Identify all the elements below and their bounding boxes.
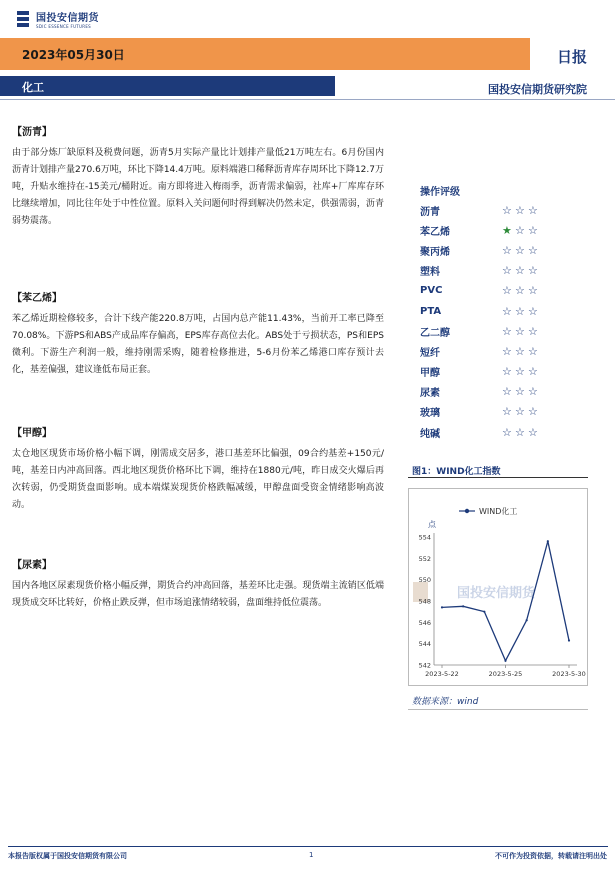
- footer-disclaimer: 不可作为投资依据，转载请注明出处: [495, 852, 607, 860]
- rating-row: [420, 402, 550, 422]
- rating-stars: [502, 427, 541, 438]
- star-icon: ☆: [515, 385, 525, 399]
- star-icon: ★: [502, 223, 512, 237]
- figure-label: 图1：WIND化工指数: [412, 467, 501, 477]
- rating-product-name: 苯乙烯: [420, 226, 450, 238]
- star-icon: ☆: [528, 344, 538, 358]
- section-title: 【沥青】: [12, 127, 52, 138]
- star-icon: ☆: [515, 405, 525, 419]
- report-sector: 化工: [22, 81, 44, 94]
- rating-row: [420, 261, 550, 281]
- rating-product-name: 尿素: [420, 388, 440, 400]
- star-icon: ☆: [502, 203, 512, 217]
- star-icon: ☆: [515, 344, 525, 358]
- star-icon: ☆: [528, 324, 538, 338]
- star-icon: ☆: [502, 425, 512, 439]
- rating-stars: [502, 245, 541, 256]
- rating-row: [420, 200, 550, 220]
- source-divider: [408, 709, 588, 710]
- company-logo: [14, 8, 99, 30]
- star-icon: ☆: [515, 324, 525, 338]
- section-urea: [12, 556, 384, 612]
- star-icon: ☆: [515, 264, 525, 278]
- rating-stars: [502, 326, 541, 337]
- y-tick-label: 552: [418, 554, 431, 563]
- page-number: 1: [309, 851, 314, 859]
- series-line-wind-chemical: [442, 541, 569, 660]
- star-icon: ☆: [515, 304, 525, 318]
- star-icon: ☆: [502, 284, 512, 298]
- rating-product-name: 甲醇: [420, 368, 440, 380]
- rating-title: 操作评级: [420, 187, 460, 198]
- rating-product-name: 乙二醇: [420, 327, 450, 339]
- wind-chemical-index-chart: [409, 489, 587, 685]
- x-tick-label: 2023-5-25: [488, 670, 523, 678]
- star-icon: ☆: [528, 365, 538, 379]
- star-icon: ☆: [528, 304, 538, 318]
- rating-row: [420, 382, 550, 402]
- logo-name-en: SDIC ESSENCE FUTURES: [36, 24, 92, 29]
- star-icon: ☆: [515, 365, 525, 379]
- star-icon: ☆: [502, 243, 512, 257]
- rating-product-name: PVC: [420, 285, 443, 297]
- data-source: 数据来源：wind: [412, 697, 479, 707]
- rating-list: [420, 200, 550, 442]
- y-tick-label: 544: [418, 640, 431, 649]
- star-icon: ☆: [515, 425, 525, 439]
- star-icon: ☆: [502, 264, 512, 278]
- rating-stars: [502, 346, 541, 357]
- y-tick-label: 554: [418, 533, 431, 542]
- section-body: 苯乙烯近期检修较多，合计下线产能220.8万吨，占国内总产能11.43%，当前开工率已降至70.08%。下游PS和ABS产成品库存偏高，EPS库存高位去化。ABS处于亏损状态，PS和EPS微利。下游生产利润一般，维持刚需采购，随着检修推进，5-6月份苯乙烯港口库存预计去化，基差偏强，建议逢低布局正套。: [12, 314, 384, 375]
- rating-row: [420, 362, 550, 382]
- section-title: 【甲醇】: [12, 428, 52, 439]
- section-title: 【苯乙烯】: [12, 293, 62, 304]
- rating-stars: [502, 406, 541, 417]
- legend-marker: [465, 509, 469, 513]
- star-icon: ☆: [528, 425, 538, 439]
- rating-product-name: 塑料: [420, 267, 440, 279]
- data-point: [483, 611, 485, 613]
- data-point: [547, 540, 549, 542]
- rating-product-name: 纯碱: [420, 428, 440, 440]
- section-body: 由于部分炼厂缺原料及税费问题，沥青5月实际产量比计划排产量低21万吨左右。6月份国内沥青计划排产量270.6万吨，环比下降14.4万吨。原料端港口稀释沥青库存周环比下降12.7万吨，升贴水维持在-15美元/桶附近。南方即将进入梅雨季，沥青需求偏弱，社库+厂库库存环比继续增加，同比往年处于中性位置。原料入关问题何时得到解决仍然未定，供强需弱，沥青弱势震荡。: [12, 148, 384, 226]
- rating-product-name: 玻璃: [420, 408, 440, 420]
- star-icon: ☆: [515, 223, 525, 237]
- rating-row: [420, 301, 550, 321]
- rating-row: [420, 240, 550, 260]
- star-icon: ☆: [502, 324, 512, 338]
- rating-row: [420, 281, 550, 301]
- header-divider: [0, 99, 615, 100]
- rating-row: [420, 341, 550, 361]
- header-blue-bar: [0, 76, 335, 96]
- figure-divider: [408, 477, 588, 478]
- report-date: 2023年05月30日: [22, 48, 125, 62]
- watermark-text: 国投安信期货: [457, 586, 536, 601]
- data-point: [504, 660, 506, 662]
- rating-stars: [502, 285, 541, 296]
- y-tick-label: 550: [418, 576, 431, 585]
- rating-product-name: 聚丙烯: [420, 246, 450, 258]
- rating-row: [420, 422, 550, 442]
- rating-stars: [502, 225, 541, 236]
- star-icon: ☆: [528, 223, 538, 237]
- star-icon: ☆: [528, 264, 538, 278]
- section-body: 国内各地区尿素现货价格小幅反弹，期货合约冲高回落，基差环比走强。现货端主流销区低端现货成交环比转好，价格止跌反弹，但市场追涨情绪较弱，盘面维持低位震荡。: [12, 581, 384, 608]
- star-icon: ☆: [502, 405, 512, 419]
- data-point: [526, 619, 528, 621]
- star-icon: ☆: [502, 304, 512, 318]
- data-point: [441, 606, 443, 608]
- x-tick-label: 2023-5-30: [552, 670, 586, 678]
- star-icon: ☆: [528, 243, 538, 257]
- report-type: 日报: [556, 48, 587, 66]
- star-icon: ☆: [502, 385, 512, 399]
- star-icon: ☆: [515, 284, 525, 298]
- legend-label: WIND化工: [479, 507, 518, 516]
- logo-mark-icon: [14, 10, 32, 28]
- star-icon: ☆: [528, 203, 538, 217]
- star-icon: ☆: [515, 203, 525, 217]
- star-icon: ☆: [528, 405, 538, 419]
- star-icon: ☆: [502, 344, 512, 358]
- rating-stars: [502, 205, 541, 216]
- section-body: 太仓地区现货市场价格小幅下调，刚需成交居多，港口基差环比偏强，09合约基差+150元/吨，基差日内冲高回落。西北地区现货价格环比下调，维持在1880元/吨，昨日成交火爆后再次转弱，仍受期货盘面影响。成本端煤炭现货价格跌幅减缓，甲醇盘面受资金情绪影响高波动。: [12, 449, 384, 510]
- star-icon: ☆: [502, 365, 512, 379]
- section-styrene: [12, 289, 384, 379]
- section-title: 【尿素】: [12, 560, 52, 571]
- rating-stars: [502, 366, 541, 377]
- section-asphalt: [12, 123, 384, 230]
- rating-stars: [502, 306, 541, 317]
- star-icon: ☆: [528, 385, 538, 399]
- rating-row: [420, 321, 550, 341]
- y-tick-label: 542: [418, 661, 431, 670]
- star-icon: ☆: [528, 284, 538, 298]
- logo-name-cn: 国投安信期货: [36, 13, 99, 24]
- y-tick-label: 546: [418, 618, 431, 627]
- data-point: [568, 639, 570, 641]
- rating-product-name: PTA: [420, 305, 442, 317]
- rating-row: [420, 220, 550, 240]
- footer-copyright: 本报告版权属于国投安信期货有限公司: [8, 852, 127, 860]
- data-point: [462, 605, 464, 607]
- rating-product-name: 沥青: [420, 206, 440, 218]
- research-institute: 国投安信期货研究院: [488, 83, 587, 96]
- x-tick-label: 2023-5-22: [425, 670, 459, 678]
- footer-divider: [8, 846, 608, 847]
- star-icon: ☆: [515, 243, 525, 257]
- chart-container: [408, 488, 588, 686]
- section-methanol: [12, 424, 384, 514]
- rating-product-name: 短纤: [420, 347, 440, 359]
- y-tick-label: 548: [418, 597, 431, 606]
- rating-stars: [502, 265, 541, 276]
- y-axis-label: 点: [428, 520, 436, 529]
- rating-stars: [502, 386, 541, 397]
